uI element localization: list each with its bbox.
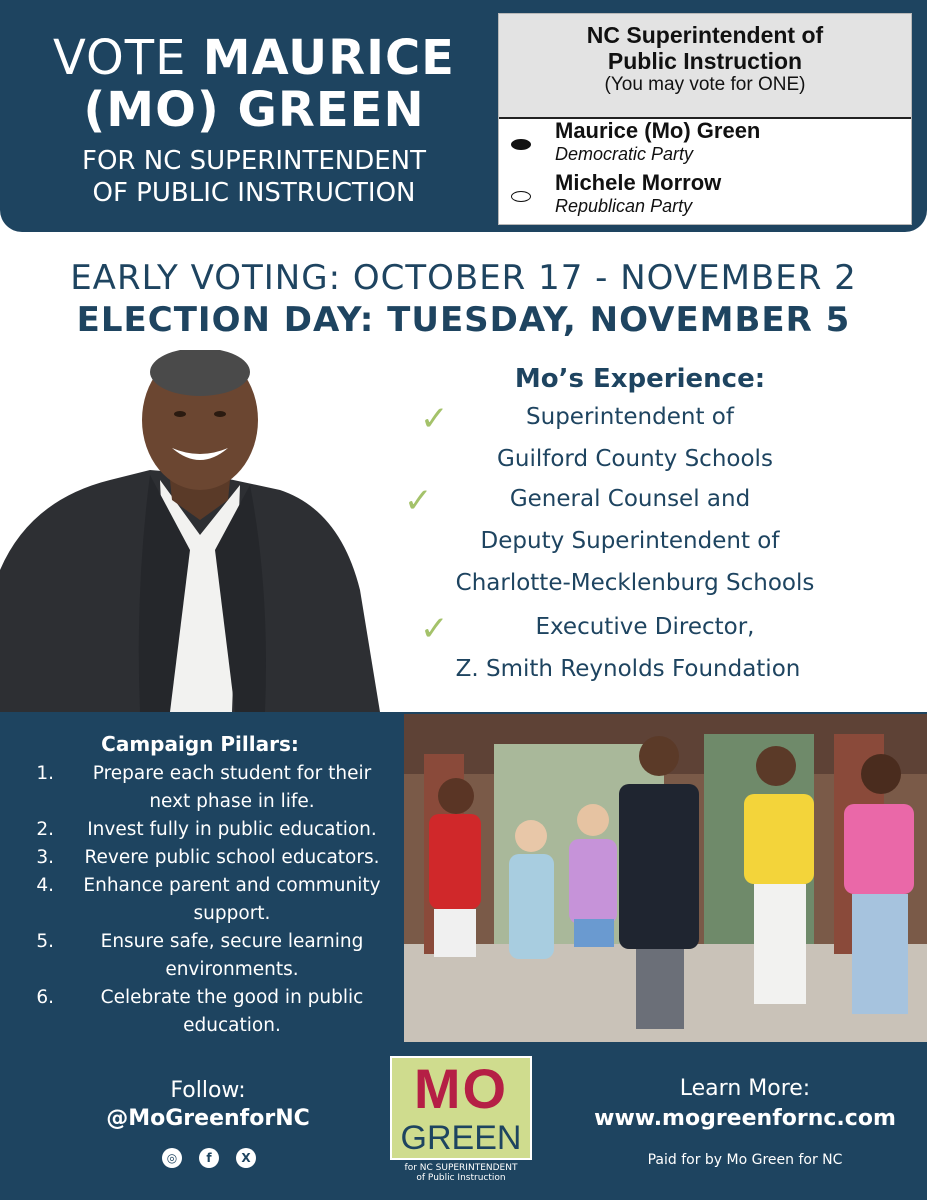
- pillar-text: next phase in life.: [149, 791, 315, 812]
- pillar-item-cont: [10, 900, 400, 928]
- ballot-office: [499, 22, 911, 74]
- checkmark-icon: ✓: [420, 609, 449, 649]
- logo-green-text: GREEN: [400, 1119, 522, 1157]
- vote-headline: [30, 32, 478, 136]
- pillar-item: [10, 816, 400, 844]
- filled-bubble-icon: [511, 139, 531, 150]
- election-day: ELECTION DAY: TUESDAY, NOVEMBER 5: [76, 300, 851, 340]
- pillar-text: support.: [193, 903, 271, 924]
- facebook-icon[interactable]: f: [199, 1148, 219, 1168]
- pillar-text: education.: [183, 1015, 281, 1036]
- social-handle[interactable]: @MoGreenforNC: [106, 1106, 310, 1131]
- pillar-number: 3.: [36, 847, 54, 868]
- pillar-text: environments.: [165, 959, 299, 980]
- pillar-item-cont: [10, 1012, 400, 1040]
- logo-subtitle-line2: of Public Instruction: [416, 1173, 506, 1183]
- pillar-item: [10, 844, 400, 872]
- pillar-item: [10, 872, 400, 900]
- early-voting-dates: EARLY VOTING: OCTOBER 17 - NOVEMBER 2: [70, 258, 857, 298]
- ballot-office-line1: NC Superintendent of: [586, 22, 824, 48]
- experience-line: Guilford County Schools: [497, 446, 773, 472]
- pillar-text: Enhance parent and community: [83, 875, 381, 896]
- pillar-text: Invest fully in public education.: [87, 819, 377, 840]
- ballot-candidate-party: Democratic Party: [555, 144, 694, 164]
- experience-line: Superintendent of: [526, 404, 734, 430]
- pillar-number: 6.: [36, 987, 54, 1008]
- pillar-text: Prepare each student for their: [92, 763, 372, 784]
- mo-green-logo: [390, 1056, 532, 1160]
- ballot-candidate-name: Maurice (Mo) Green: [555, 118, 761, 143]
- experience-title: Mo’s Experience:: [514, 364, 766, 394]
- pillar-item: [10, 928, 400, 956]
- pillar-item: [10, 760, 400, 788]
- ballot-note: (You may vote for ONE): [604, 74, 806, 95]
- instagram-icon[interactable]: ◎: [162, 1148, 182, 1168]
- experience-line: Z. Smith Reynolds Foundation: [455, 656, 801, 682]
- experience-line: General Counsel and: [509, 486, 751, 512]
- experience-line: Charlotte-Mecklenburg Schools: [455, 570, 815, 596]
- candidate-name-first: MAURICE: [202, 30, 455, 86]
- paid-for-disclaimer: Paid for by Mo Green for NC: [647, 1152, 843, 1168]
- logo-mo-text: MO: [413, 1057, 509, 1120]
- pillars-title: Campaign Pillars:: [101, 732, 299, 756]
- office-subtitle: [30, 145, 478, 209]
- checkmark-icon: ✓: [404, 481, 433, 521]
- pillars-list: [10, 760, 400, 1040]
- pillar-item: [10, 984, 400, 1012]
- school-children-photo: [404, 714, 927, 1042]
- sample-ballot: [498, 13, 912, 225]
- learn-more-label: Learn More:: [679, 1076, 811, 1101]
- pillar-number: 5.: [36, 931, 54, 952]
- office-subtitle-line2: OF PUBLIC INSTRUCTION: [92, 178, 416, 208]
- candidate-portrait: [0, 350, 400, 712]
- ballot-candidate-1: [499, 118, 911, 168]
- office-subtitle-line1: FOR NC SUPERINTENDENT: [82, 146, 426, 176]
- empty-bubble-icon: [511, 191, 531, 202]
- website-link[interactable]: www.mogreenfornc.com: [594, 1106, 896, 1131]
- vote-prefix: VOTE: [53, 30, 203, 86]
- pillar-text: Celebrate the good in public: [100, 987, 364, 1008]
- checkmark-icon: ✓: [420, 399, 449, 439]
- experience-line: Deputy Superintendent of: [480, 528, 780, 554]
- logo-subtitle-line1: for NC SUPERINTENDENT: [404, 1163, 518, 1173]
- pillar-number: 2.: [36, 819, 54, 840]
- pillar-item-cont: [10, 788, 400, 816]
- pillar-item-cont: [10, 956, 400, 984]
- ballot-office-line2: Public Instruction: [607, 48, 803, 74]
- pillar-text: Ensure safe, secure learning: [100, 931, 364, 952]
- follow-label: Follow:: [170, 1078, 246, 1103]
- pillar-text: Revere public school educators.: [84, 847, 380, 868]
- ballot-candidate-name: Michele Morrow: [555, 170, 722, 195]
- ballot-header: [499, 14, 911, 119]
- experience-line: Executive Director,: [535, 614, 755, 640]
- pillar-number: 4.: [36, 875, 54, 896]
- candidate-name-second: (MO) GREEN: [83, 82, 425, 138]
- x-icon[interactable]: X: [236, 1148, 256, 1168]
- ballot-candidate-2: [499, 170, 911, 220]
- pillar-number: 1.: [36, 763, 54, 784]
- ballot-candidate-party: Republican Party: [555, 196, 693, 216]
